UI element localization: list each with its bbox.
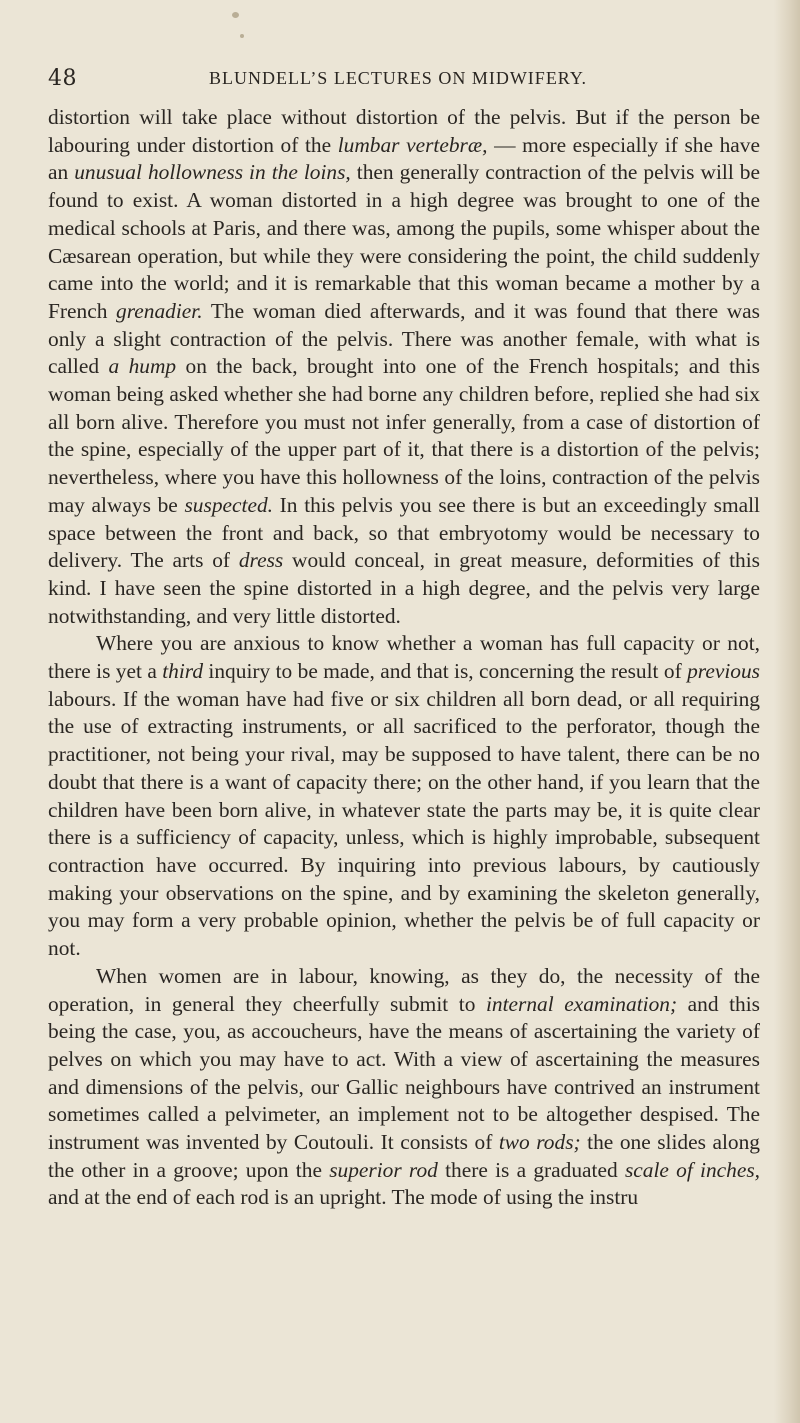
body-text <box>48 104 760 1212</box>
text-run: then generally contraction of the pelvis will be found to exist. A woman distorted in a high degree was brought to one of the medical schools at Paris, and there was, among the pupils, some whisper about the Cæsarean operation, but while they were considering the point, the child suddenly came into the world; and it is remarkable that this woman became a mother by a French <box>48 160 760 323</box>
text-run: — more especially if she have an <box>48 132 760 185</box>
text-run: on the back, brought into one of the French hospitals; and this woman being asked whether she had borne any children before, replied she had six all born alive. Therefore you must not infer generally, from a case of distortion of the spine, especially of the upper part of it, that there is a distortion of the pelvis; nevertheless, where you have this hollowness of the loins, contraction of the pelvis may always be <box>48 354 760 517</box>
text-run: distortion will take place without distortion of the pelvis. But if the person be labouring under distortion of the <box>48 105 760 157</box>
text-run: The woman died afterwards, and it was found that there was only a slight contraction of the pelvis. There was another female, with what is called <box>48 298 760 379</box>
page-header <box>48 66 748 96</box>
page-edge-shadow <box>774 0 800 1423</box>
text-run: inquiry to be made, and that is, concerning the result of <box>203 659 688 684</box>
text-run: When women are in labour, knowing, as they do, the necessity of the operation, in general they cheerfully submit to <box>48 963 760 1016</box>
text-run: labours. If the woman have had five or six children all born dead, or all requiring the use of extracting instruments, or all sacrificed to the perforator, though the practitioner, not being your rival, may be supposed to have talent, there can be no doubt that there is a want of capacity there; on the other hand, if you learn that the children have been born alive, in whatever state the parts may be, it is quite clear there is a sufficiency of capacity, unless, which is highly improbable, subsequent contraction have occurred. By inquiring into previous labours, by cautiously making your observations on the spine, and by examining the skeleton generally, you may form a very probable opinion, whether the pelvis be of full capacity or not. <box>48 686 760 961</box>
italic-run: third <box>162 659 204 684</box>
italic-run: superior rod <box>329 1157 438 1182</box>
text-run: and at the end of each rod is an upright. The mode of using the instru <box>48 1185 639 1210</box>
text-run: would conceal, in great measure, deformities of this kind. I have seen the spine distorted in a high degree, and the pelvis very large notwithstanding, and very little distorted. <box>48 548 760 628</box>
italic-run: dress <box>238 548 284 573</box>
page-number: 48 <box>48 66 77 91</box>
text-run: the one slides along the other in a groove; upon the <box>48 1130 760 1182</box>
text-run: there is a graduated <box>437 1157 625 1182</box>
italic-run: lumbar vertebræ, <box>337 132 488 157</box>
paragraph-2 <box>48 630 760 962</box>
italic-run: scale of inches, <box>624 1157 761 1182</box>
italic-run: a hump <box>108 354 177 379</box>
italic-run: two rods; <box>498 1130 581 1155</box>
italic-run: unusual hollowness in the loins, <box>74 160 351 185</box>
paragraph-1 <box>48 104 760 630</box>
paper-speck <box>232 12 239 18</box>
text-run: In this pelvis you see there is but an exceedingly small space between the front and back, so that embryotomy would be necessary to delivery. The arts of <box>48 492 760 573</box>
text-run: Where you are anxious to know whether a woman has full capacity or not, there is yet a <box>48 631 760 684</box>
italic-run: grenadier. <box>116 298 203 323</box>
running-title: BLUNDELL’S LECTURES ON MIDWIFERY. <box>208 68 587 88</box>
paragraph-3 <box>48 963 760 1212</box>
paper-speck <box>240 34 244 38</box>
text-run: and this being the case, you, as accoucheurs, have the means of ascertaining the variety of pelves on which you may have to act. With a view of ascertaining the measures and dimensions of the pelvis, our Gallic neighbours have contrived an instrument sometimes called a pelvimeter, an implement not to be altogether despised. The instrument was invented by Coutouli. It consists of <box>48 991 760 1155</box>
italic-run: internal examination; <box>485 991 678 1016</box>
italic-run: previous <box>687 659 760 684</box>
italic-run: suspected. <box>184 492 273 517</box>
